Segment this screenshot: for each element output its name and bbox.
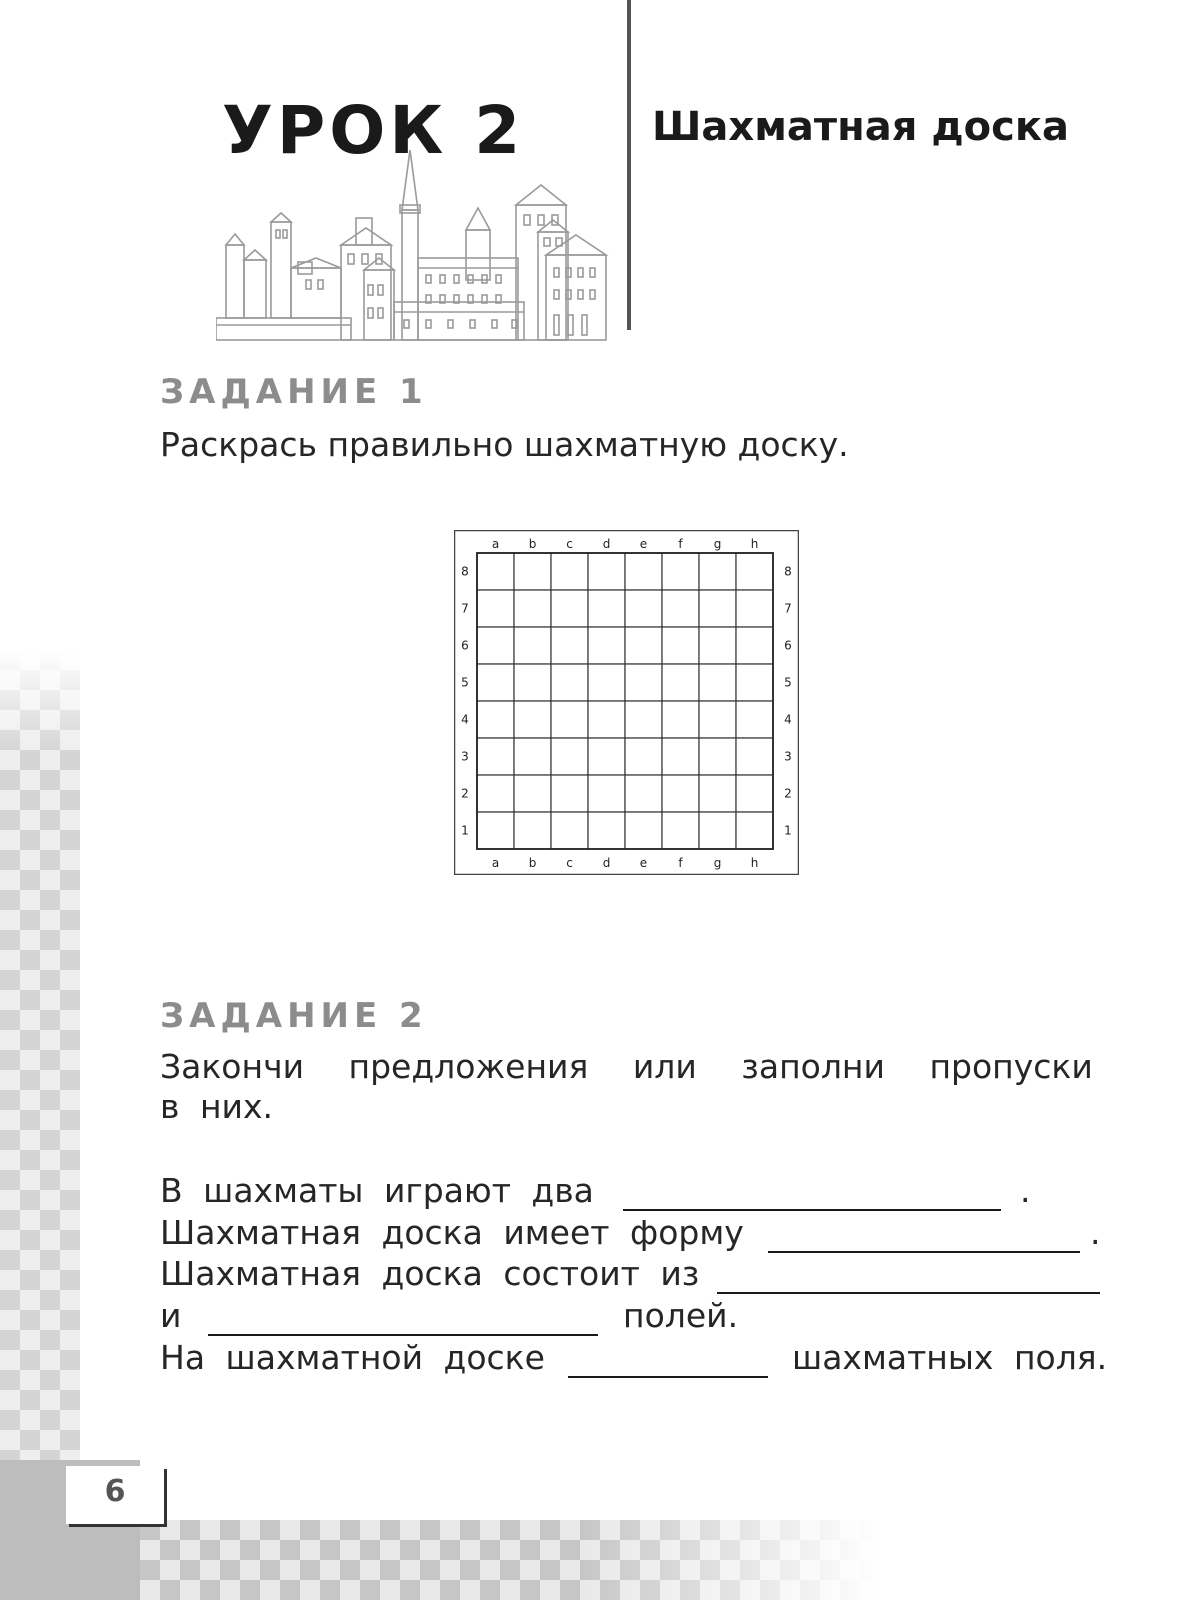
checker-cell — [40, 1290, 60, 1310]
page-number-box — [66, 1466, 164, 1524]
square-h8[interactable] — [736, 553, 773, 590]
checker-cell — [60, 1270, 80, 1290]
square-g4[interactable] — [699, 701, 736, 738]
square-f7[interactable] — [662, 590, 699, 627]
blank-2[interactable] — [768, 1251, 1080, 1253]
checker-cell — [40, 1070, 60, 1090]
checker-cell — [0, 1050, 20, 1070]
rank-label-2-left: 2 — [461, 786, 469, 801]
square-b8[interactable] — [514, 553, 551, 590]
checker-cell — [60, 990, 80, 1010]
checker-cell — [40, 1050, 60, 1070]
checker-cell — [20, 1030, 40, 1050]
checker-cell — [0, 1230, 20, 1250]
checker-cell — [20, 1310, 40, 1330]
checker-cell — [40, 950, 60, 970]
task1-instruction: Раскрась правильно шахматную доску. — [160, 425, 849, 464]
checker-cell — [40, 1190, 60, 1210]
square-d4[interactable] — [588, 701, 625, 738]
sentence-3 — [160, 1254, 1100, 1298]
square-h7[interactable] — [736, 590, 773, 627]
checker-cell — [0, 1150, 20, 1170]
sentence-2-text: Шахматная доска имеет форму — [160, 1213, 744, 1252]
file-label-h-top: h — [750, 537, 759, 551]
sentence-3-text: Шахматная доска состоит из — [160, 1254, 700, 1293]
checker-cell — [40, 1310, 60, 1330]
checker-cell — [0, 1130, 20, 1150]
checker-cell — [20, 950, 40, 970]
square-b7[interactable] — [514, 590, 551, 627]
square-c8[interactable] — [551, 553, 588, 590]
checker-cell — [40, 1110, 60, 1130]
square-c3[interactable] — [551, 738, 588, 775]
square-e3[interactable] — [625, 738, 662, 775]
file-label-g-top: g — [713, 537, 722, 551]
square-a4[interactable] — [477, 701, 514, 738]
checker-cell — [40, 1410, 60, 1430]
square-a8[interactable] — [477, 553, 514, 590]
checker-cell — [20, 1190, 40, 1210]
rank-label-7-right: 7 — [784, 601, 792, 616]
checker-cell — [0, 1310, 20, 1330]
rank-label-8-left: 8 — [461, 564, 469, 579]
checker-cell — [40, 1330, 60, 1350]
checker-cell — [60, 1190, 80, 1210]
checker-cell — [20, 1250, 40, 1270]
checker-cell — [40, 1150, 60, 1170]
rank-label-4-left: 4 — [461, 712, 469, 727]
square-d6[interactable] — [588, 627, 625, 664]
checker-cell — [40, 1210, 60, 1230]
square-b2[interactable] — [514, 775, 551, 812]
checker-cell — [0, 1390, 20, 1410]
square-b3[interactable] — [514, 738, 551, 775]
checker-cell — [20, 1410, 40, 1430]
sentence-2 — [160, 1213, 1100, 1257]
board-grid[interactable] — [477, 553, 773, 849]
checker-cell — [60, 1010, 80, 1030]
checker-cell — [0, 1070, 20, 1090]
checker-cell — [0, 1290, 20, 1310]
square-e2[interactable] — [625, 775, 662, 812]
checker-cell — [20, 1230, 40, 1250]
checker-cell — [0, 1190, 20, 1210]
sentence-5-end: шахматных поля. — [792, 1338, 1108, 1377]
square-d2[interactable] — [588, 775, 625, 812]
checker-cell — [20, 1170, 40, 1190]
file-label-f-top: f — [678, 537, 683, 551]
blank-1[interactable] — [623, 1209, 1001, 1211]
checker-cell — [20, 1330, 40, 1350]
sentence-2-end: . — [1090, 1213, 1101, 1252]
square-b1[interactable] — [514, 812, 551, 849]
file-label-f-bottom: f — [678, 856, 683, 870]
file-label-g-bottom: g — [713, 856, 722, 870]
rank-label-5-left: 5 — [461, 675, 469, 690]
task2-instruction-line1: Закончи предложения или заполни пропуски — [160, 1047, 1093, 1086]
square-b5[interactable] — [514, 664, 551, 701]
file-label-b-top: b — [528, 537, 537, 551]
square-f4[interactable] — [662, 701, 699, 738]
checker-cell — [0, 950, 20, 970]
checker-cell — [60, 1330, 80, 1350]
sentence-5-start: На шахматной доске — [160, 1338, 545, 1377]
rank-label-6-right: 6 — [784, 638, 792, 653]
rank-label-4-right: 4 — [784, 712, 792, 727]
square-h3[interactable] — [736, 738, 773, 775]
checker-cell — [40, 990, 60, 1010]
square-g5[interactable] — [699, 664, 736, 701]
square-f8[interactable] — [662, 553, 699, 590]
blank-5[interactable] — [568, 1376, 768, 1378]
rank-label-6-left: 6 — [461, 638, 469, 653]
checker-cell — [20, 1350, 40, 1370]
checker-cell — [60, 1110, 80, 1130]
checker-cell — [20, 970, 40, 990]
chessboard[interactable] — [454, 530, 799, 875]
square-c2[interactable] — [551, 775, 588, 812]
square-d3[interactable] — [588, 738, 625, 775]
task2-instruction-line2: в них. — [160, 1087, 273, 1126]
file-label-h-bottom: h — [750, 856, 759, 870]
rank-label-5-right: 5 — [784, 675, 792, 690]
checker-cell — [40, 1250, 60, 1270]
checker-cell — [20, 1050, 40, 1070]
rank-label-3-left: 3 — [461, 749, 469, 764]
checker-cell — [20, 1130, 40, 1150]
square-b4[interactable] — [514, 701, 551, 738]
checker-cell — [0, 1430, 20, 1450]
sentence-4-end: полей. — [623, 1296, 739, 1335]
square-f5[interactable] — [662, 664, 699, 701]
square-h4[interactable] — [736, 701, 773, 738]
square-a3[interactable] — [477, 738, 514, 775]
square-g2[interactable] — [699, 775, 736, 812]
file-label-a-bottom: a — [491, 856, 500, 870]
square-f3[interactable] — [662, 738, 699, 775]
checker-cell — [0, 1010, 20, 1030]
square-h2[interactable] — [736, 775, 773, 812]
title-divider — [627, 0, 631, 330]
checker-cell — [20, 1070, 40, 1090]
rank-label-1-right: 1 — [784, 823, 792, 838]
checker-cell — [20, 1210, 40, 1230]
checker-cell — [60, 1390, 80, 1410]
square-h1[interactable] — [736, 812, 773, 849]
checker-cell — [60, 1430, 80, 1450]
checker-cell — [60, 1210, 80, 1230]
checker-cell — [20, 1090, 40, 1110]
checker-cell — [60, 1090, 80, 1110]
file-label-c-bottom: c — [566, 856, 573, 870]
square-d1[interactable] — [588, 812, 625, 849]
checker-cell — [40, 1010, 60, 1030]
checker-cell — [40, 1370, 60, 1390]
checker-cell — [40, 1430, 60, 1450]
checker-cell — [0, 1410, 20, 1430]
square-e1[interactable] — [625, 812, 662, 849]
square-d7[interactable] — [588, 590, 625, 627]
checker-cell — [40, 1090, 60, 1110]
file-label-d-top: d — [602, 537, 611, 551]
checker-cell — [60, 1050, 80, 1070]
sentence-1-end: . — [1020, 1171, 1031, 1210]
square-h6[interactable] — [736, 627, 773, 664]
square-c5[interactable] — [551, 664, 588, 701]
checker-cell — [20, 1370, 40, 1390]
checker-cell — [60, 970, 80, 990]
square-g1[interactable] — [699, 812, 736, 849]
square-c7[interactable] — [551, 590, 588, 627]
file-label-c-top: c — [566, 537, 573, 551]
checker-cell — [60, 1310, 80, 1330]
checker-cell — [60, 1230, 80, 1250]
checker-cell — [60, 1070, 80, 1090]
checker-cell — [40, 1350, 60, 1370]
checker-cell — [60, 1250, 80, 1270]
checker-cell — [20, 1430, 40, 1450]
checker-cell — [0, 1350, 20, 1370]
checker-cell — [0, 990, 20, 1010]
square-a5[interactable] — [477, 664, 514, 701]
checker-cell — [0, 1250, 20, 1270]
square-g6[interactable] — [699, 627, 736, 664]
task2-heading: ЗАДАНИЕ 2 — [160, 996, 428, 1036]
checker-cell — [40, 1030, 60, 1050]
file-label-e-bottom: e — [639, 856, 648, 870]
square-h5[interactable] — [736, 664, 773, 701]
checker-cell — [60, 1410, 80, 1430]
file-label-a-top: a — [491, 537, 500, 551]
square-e8[interactable] — [625, 553, 662, 590]
blank-3[interactable] — [717, 1292, 1100, 1294]
checker-cell — [60, 1350, 80, 1370]
square-g7[interactable] — [699, 590, 736, 627]
checker-cell — [0, 1030, 20, 1050]
file-label-e-top: e — [639, 537, 648, 551]
square-d8[interactable] — [588, 553, 625, 590]
square-c6[interactable] — [551, 627, 588, 664]
file-label-b-bottom: b — [528, 856, 537, 870]
checker-cell — [40, 1390, 60, 1410]
square-e6[interactable] — [625, 627, 662, 664]
checker-cell — [60, 1170, 80, 1190]
blank-4[interactable] — [208, 1334, 598, 1336]
checker-cell — [20, 1270, 40, 1290]
square-g3[interactable] — [699, 738, 736, 775]
rank-label-7-left: 7 — [461, 601, 469, 616]
rank-label-3-right: 3 — [784, 749, 792, 764]
sentence-1-text: В шахматы играют два — [160, 1171, 594, 1210]
square-a2[interactable] — [477, 775, 514, 812]
square-e7[interactable] — [625, 590, 662, 627]
checker-cell — [0, 1210, 20, 1230]
checker-cell — [40, 1130, 60, 1150]
page-number: 6 — [104, 1474, 126, 1509]
sentence-1 — [160, 1171, 1100, 1215]
square-c1[interactable] — [551, 812, 588, 849]
checker-cell — [0, 1330, 20, 1350]
checker-cell — [20, 1390, 40, 1410]
checker-cell — [0, 1090, 20, 1110]
rank-label-2-right: 2 — [784, 786, 792, 801]
checker-cell — [20, 1150, 40, 1170]
checker-cell — [40, 1170, 60, 1190]
checker-cell — [20, 1110, 40, 1130]
checker-cell — [0, 1170, 20, 1190]
checker-cell — [60, 1290, 80, 1310]
checker-cell — [60, 1130, 80, 1150]
square-f1[interactable] — [662, 812, 699, 849]
square-g8[interactable] — [699, 553, 736, 590]
task1-heading: ЗАДАНИЕ 1 — [160, 372, 428, 412]
checker-cell — [0, 1110, 20, 1130]
sentence-4-start: и — [160, 1296, 182, 1335]
castle-illustration — [216, 150, 616, 345]
square-a7[interactable] — [477, 590, 514, 627]
checker-cell — [40, 1230, 60, 1250]
square-c4[interactable] — [551, 701, 588, 738]
file-label-d-bottom: d — [602, 856, 611, 870]
square-e5[interactable] — [625, 664, 662, 701]
lesson-title: УРОК 2 — [222, 92, 525, 169]
checker-cell — [20, 1010, 40, 1030]
square-b6[interactable] — [514, 627, 551, 664]
square-a1[interactable] — [477, 812, 514, 849]
checker-cell — [20, 990, 40, 1010]
sentence-4 — [160, 1296, 1100, 1340]
checker-cell — [0, 1270, 20, 1290]
checker-cell — [40, 1270, 60, 1290]
checker-cell — [60, 950, 80, 970]
checker-cell — [0, 1370, 20, 1390]
checker-cell — [0, 970, 20, 990]
rank-label-1-left: 1 — [461, 823, 469, 838]
square-a6[interactable] — [477, 627, 514, 664]
checker-cell — [60, 1030, 80, 1050]
square-e4[interactable] — [625, 701, 662, 738]
square-f2[interactable] — [662, 775, 699, 812]
checker-cell — [40, 970, 60, 990]
square-f6[interactable] — [662, 627, 699, 664]
checker-cell — [60, 1370, 80, 1390]
lesson-subtitle: Шахматная доска — [652, 104, 1069, 150]
checker-cell — [60, 1150, 80, 1170]
rank-label-8-right: 8 — [784, 564, 792, 579]
checker-cell — [20, 1290, 40, 1310]
sentence-5 — [160, 1338, 1108, 1382]
square-d5[interactable] — [588, 664, 625, 701]
